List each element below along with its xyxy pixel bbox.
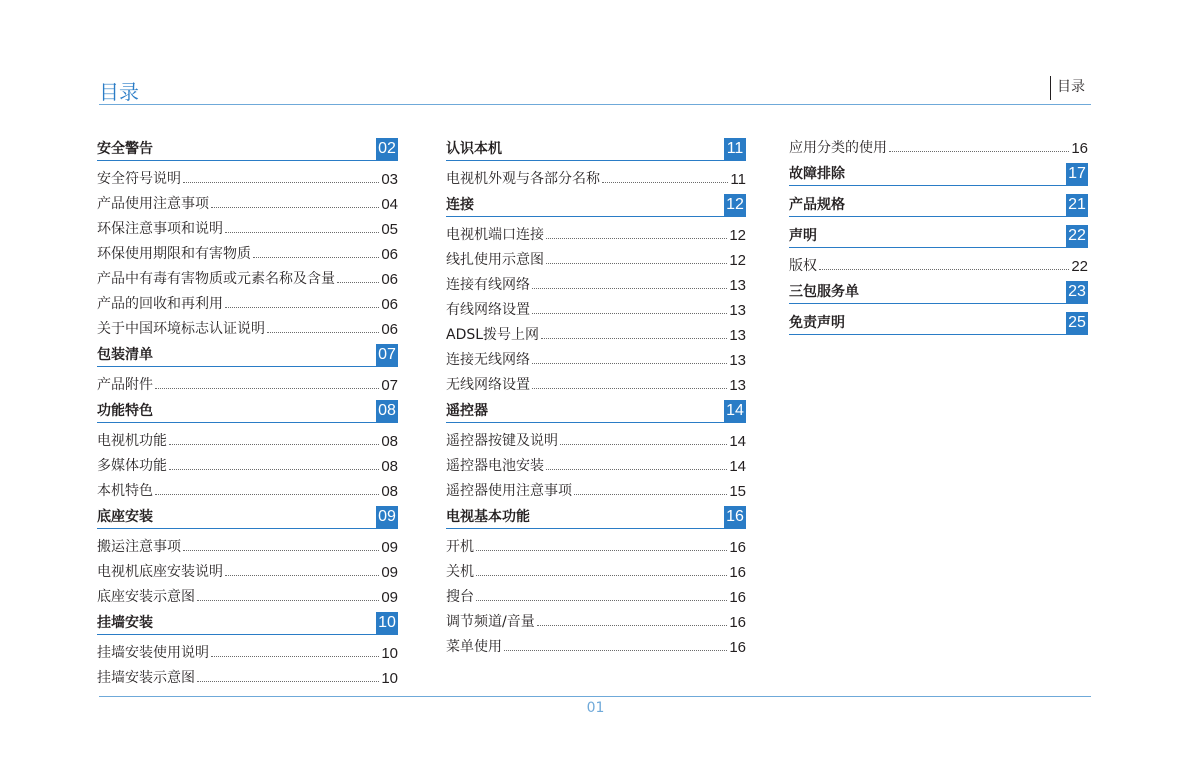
dot-leader (532, 313, 727, 314)
section-title: 产品规格 (789, 197, 845, 213)
toc-section-heading[interactable] (789, 312, 1088, 335)
dot-leader (253, 257, 379, 258)
entry-page-number: 13 (729, 302, 746, 319)
entry-page-number: 09 (381, 564, 398, 581)
entry-title: 安全符号说明 (97, 171, 181, 187)
toc-entry[interactable] (446, 587, 746, 606)
entry-page-number: 16 (729, 614, 746, 631)
entry-page-number: 07 (381, 377, 398, 394)
dot-leader (197, 600, 379, 601)
section-page-badge: 08 (376, 400, 398, 422)
entry-page-number: 14 (729, 433, 746, 450)
entry-page-number: 22 (1071, 258, 1088, 275)
section-title: 故障排除 (789, 166, 845, 182)
entry-page-number: 16 (729, 564, 746, 581)
section-page-badge: 22 (1066, 225, 1088, 247)
entry-page-number: 10 (381, 645, 398, 662)
entry-page-number: 09 (381, 589, 398, 606)
entry-title: 产品附件 (97, 377, 153, 393)
entry-page-number: 16 (1071, 140, 1088, 157)
section-title: 底座安装 (97, 509, 153, 525)
section-page-badge: 23 (1066, 281, 1088, 303)
entry-title: 遥控器电池安装 (446, 458, 544, 474)
entry-title: 开机 (446, 539, 474, 555)
dot-leader (546, 469, 727, 470)
toc-entry[interactable] (97, 537, 398, 556)
toc-section-heading[interactable] (97, 138, 398, 161)
dot-leader (476, 550, 727, 551)
entry-page-number: 10 (381, 670, 398, 687)
dot-leader (211, 207, 379, 208)
header-divider (99, 104, 1091, 105)
section-title: 连接 (446, 197, 474, 213)
toc-entry[interactable] (789, 138, 1088, 157)
entry-page-number: 08 (381, 458, 398, 475)
toc-entry[interactable] (446, 250, 746, 269)
toc-entry[interactable] (97, 643, 398, 662)
entry-title: 线扎使用示意图 (446, 252, 544, 268)
toc-entry[interactable] (446, 375, 746, 394)
toc-section-heading[interactable] (789, 281, 1088, 304)
toc-entry[interactable] (97, 319, 398, 338)
section-title: 包装清单 (97, 347, 153, 363)
entry-title: ADSL拨号上网 (446, 327, 540, 343)
dot-leader (532, 388, 727, 389)
toc-entry[interactable] (446, 612, 746, 631)
entry-page-number: 03 (381, 171, 398, 188)
section-title: 声明 (789, 228, 817, 244)
toc-column-3 (789, 138, 1088, 343)
section-title: 安全警告 (97, 141, 153, 157)
entry-page-number: 08 (381, 483, 398, 500)
toc-entry[interactable] (446, 169, 746, 188)
dot-leader (183, 550, 379, 551)
toc-column-2 (446, 138, 746, 662)
dot-leader (541, 338, 727, 339)
toc-section-heading[interactable] (97, 344, 398, 367)
entry-title: 搬运注意事项 (97, 539, 181, 555)
section-page-badge: 10 (376, 612, 398, 634)
entry-page-number: 12 (729, 252, 746, 269)
dot-leader (504, 650, 727, 651)
toc-entry[interactable] (97, 668, 398, 687)
toc-section-heading[interactable] (446, 400, 746, 423)
dot-leader (546, 238, 727, 239)
entry-title: 遥控器按键及说明 (446, 433, 558, 449)
entry-page-number: 09 (381, 539, 398, 556)
dot-leader (546, 263, 727, 264)
dot-leader (183, 182, 379, 183)
toc-entry[interactable] (97, 269, 398, 288)
toc-entry[interactable] (97, 431, 398, 450)
section-title: 挂墙安装 (97, 615, 153, 631)
toc-entry[interactable] (97, 481, 398, 500)
entry-page-number: 16 (729, 589, 746, 606)
entry-title: 电视机功能 (97, 433, 167, 449)
section-page-badge: 21 (1066, 194, 1088, 216)
entry-title: 连接有线网络 (446, 277, 530, 293)
dot-leader (532, 363, 727, 364)
header-section-tag: 目录 (1050, 76, 1085, 100)
section-page-badge: 14 (724, 400, 746, 422)
entry-title: 版权 (789, 258, 817, 274)
entry-page-number: 13 (729, 352, 746, 369)
entry-title: 挂墙安装使用说明 (97, 645, 209, 661)
toc-column-1 (97, 138, 398, 693)
dot-leader (155, 388, 379, 389)
dot-leader (476, 600, 727, 601)
entry-title: 环保使用期限和有害物质 (97, 246, 251, 262)
toc-section-heading[interactable] (789, 163, 1088, 186)
section-title: 三包服务单 (789, 284, 859, 300)
entry-page-number: 16 (729, 539, 746, 556)
entry-page-number: 15 (729, 483, 746, 500)
toc-entry[interactable] (446, 325, 746, 344)
entry-title: 环保注意事项和说明 (97, 221, 223, 237)
entry-page-number: 12 (729, 227, 746, 244)
entry-page-number: 08 (381, 433, 398, 450)
entry-title: 电视机端口连接 (446, 227, 544, 243)
toc-entry[interactable] (446, 537, 746, 556)
toc-entry[interactable] (97, 169, 398, 188)
entry-title: 多媒体功能 (97, 458, 167, 474)
entry-page-number: 06 (381, 271, 398, 288)
section-page-badge: 12 (724, 194, 746, 216)
entry-title: 挂墙安装示意图 (97, 670, 195, 686)
entry-page-number: 04 (381, 196, 398, 213)
entry-page-number: 13 (729, 327, 746, 344)
section-title: 认识本机 (446, 141, 502, 157)
toc-section-heading[interactable] (446, 506, 746, 529)
footer-divider (99, 696, 1091, 697)
entry-title: 本机特色 (97, 483, 153, 499)
dot-leader (819, 269, 1069, 270)
section-page-badge: 09 (376, 506, 398, 528)
toc-section-heading[interactable] (789, 225, 1088, 248)
toc-entry[interactable] (446, 431, 746, 450)
toc-entry[interactable] (97, 294, 398, 313)
dot-leader (532, 288, 727, 289)
dot-leader (197, 681, 379, 682)
toc-entry[interactable] (97, 562, 398, 581)
toc-entry[interactable] (97, 456, 398, 475)
entry-title: 底座安装示意图 (97, 589, 195, 605)
entry-page-number: 14 (729, 458, 746, 475)
entry-title: 连接无线网络 (446, 352, 530, 368)
entry-title: 产品中有毒有害物质或元素名称及含量 (97, 271, 335, 287)
entry-page-number: 06 (381, 321, 398, 338)
dot-leader (225, 307, 379, 308)
dot-leader (155, 494, 379, 495)
section-page-badge: 16 (724, 506, 746, 528)
page-number: 01 (586, 700, 605, 716)
toc-entry[interactable] (789, 256, 1088, 275)
toc-section-heading[interactable] (97, 612, 398, 635)
toc-entry[interactable] (97, 194, 398, 213)
entry-title: 遥控器使用注意事项 (446, 483, 572, 499)
section-page-badge: 07 (376, 344, 398, 366)
entry-title: 菜单使用 (446, 639, 502, 655)
section-title: 功能特色 (97, 403, 153, 419)
entry-title: 电视机外观与各部分名称 (446, 171, 600, 187)
toc-entry[interactable] (446, 350, 746, 369)
section-page-badge: 17 (1066, 163, 1088, 185)
entry-page-number: 16 (729, 639, 746, 656)
entry-page-number: 13 (729, 377, 746, 394)
entry-title: 应用分类的使用 (789, 140, 887, 156)
toc-entry[interactable] (446, 456, 746, 475)
dot-leader (225, 575, 379, 576)
section-title: 遥控器 (446, 403, 488, 419)
toc-entry[interactable] (446, 637, 746, 656)
entry-title: 无线网络设置 (446, 377, 530, 393)
toc-section-heading[interactable] (789, 194, 1088, 217)
page-title: 目录 (99, 80, 139, 104)
section-title: 电视基本功能 (446, 509, 530, 525)
dot-leader (476, 575, 727, 576)
dot-leader (560, 444, 727, 445)
dot-leader (602, 182, 728, 183)
dot-leader (225, 232, 379, 233)
toc-entry[interactable] (97, 587, 398, 606)
dot-leader (574, 494, 727, 495)
toc-section-heading[interactable] (446, 194, 746, 217)
entry-page-number: 06 (381, 296, 398, 313)
entry-page-number: 05 (381, 221, 398, 238)
toc-entry[interactable] (446, 225, 746, 244)
dot-leader (169, 444, 379, 445)
toc-section-heading[interactable] (97, 400, 398, 423)
entry-title: 电视机底座安装说明 (97, 564, 223, 580)
entry-title: 产品使用注意事项 (97, 196, 209, 212)
toc-entry[interactable] (97, 244, 398, 263)
entry-title: 关机 (446, 564, 474, 580)
section-page-badge: 25 (1066, 312, 1088, 334)
dot-leader (889, 151, 1069, 152)
toc-entry[interactable] (446, 562, 746, 581)
dot-leader (337, 282, 379, 283)
toc-section-heading[interactable] (446, 138, 746, 161)
toc-entry[interactable] (97, 219, 398, 238)
toc-entry[interactable] (97, 375, 398, 394)
entry-title: 产品的回收和再利用 (97, 296, 223, 312)
entry-title: 有线网络设置 (446, 302, 530, 318)
dot-leader (211, 656, 379, 657)
entry-page-number: 06 (381, 246, 398, 263)
dot-leader (537, 625, 728, 626)
entry-page-number: 11 (730, 171, 746, 188)
toc-entry[interactable] (446, 300, 746, 319)
section-title: 免责声明 (789, 315, 845, 331)
entry-title: 搜台 (446, 589, 474, 605)
toc-entry[interactable] (446, 481, 746, 500)
dot-leader (267, 332, 379, 333)
toc-entry[interactable] (446, 275, 746, 294)
toc-section-heading[interactable] (97, 506, 398, 529)
dot-leader (169, 469, 379, 470)
section-page-badge: 02 (376, 138, 398, 160)
entry-page-number: 13 (729, 277, 746, 294)
entry-title: 调节频道/音量 (446, 614, 535, 630)
section-page-badge: 11 (724, 138, 746, 160)
entry-title: 关于中国环境标志认证说明 (97, 321, 265, 337)
